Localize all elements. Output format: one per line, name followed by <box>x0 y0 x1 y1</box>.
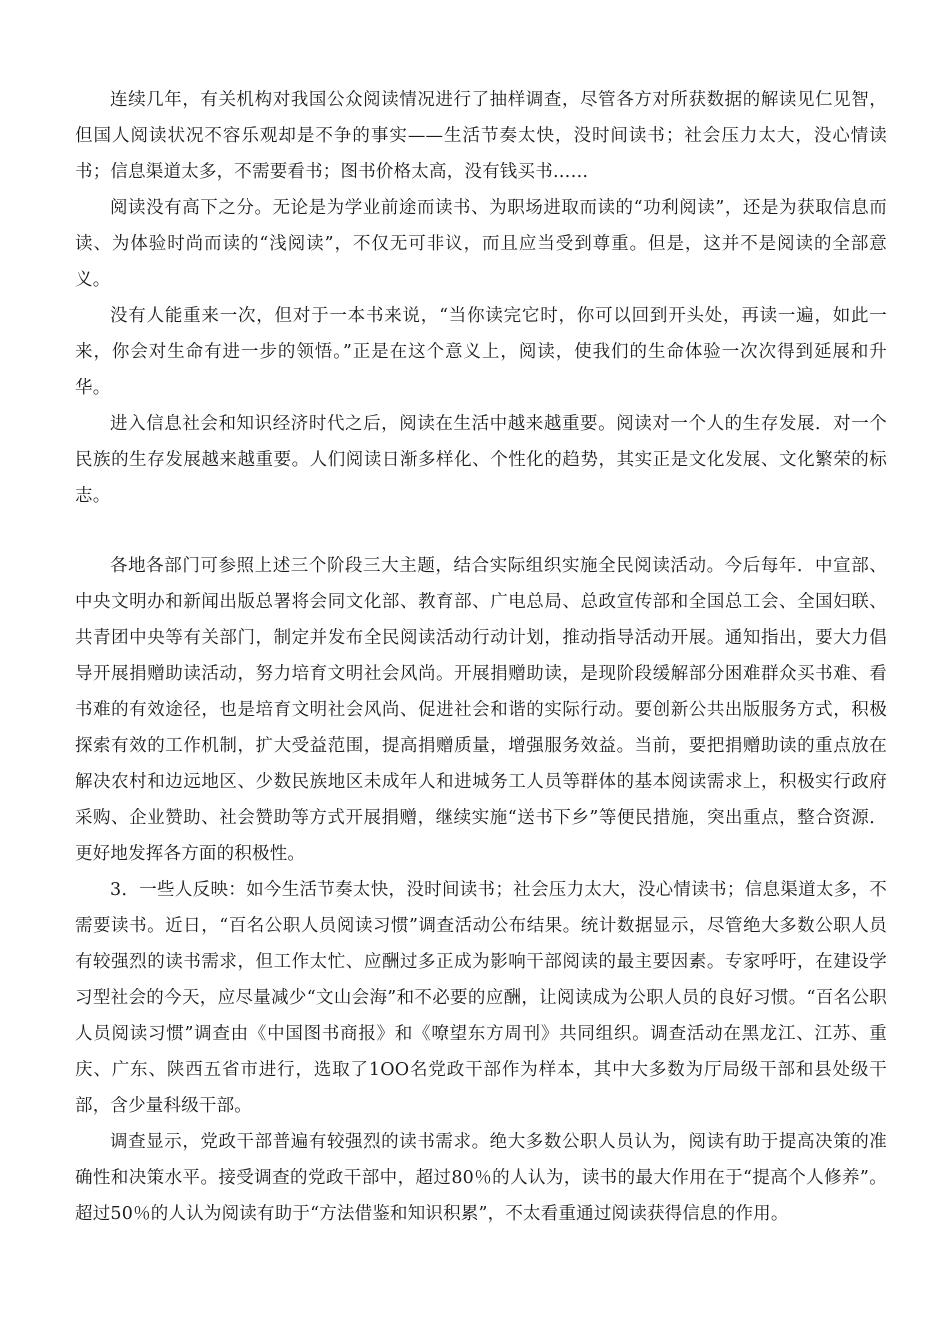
document-body <box>75 82 887 1232</box>
paragraph-no-hierarchy: 阅读没有高下之分。无论是为学业前途而读书、为职场进取而读的“功利阅读”，还是为获取信息而读、为体验时尚而读的“浅阅读”，不仅无可非议，而且应当受到尊重。但是，这并不是阅读的全部意义。 <box>75 198 887 290</box>
paragraph-reread: 没有人能重来一次，但对于一本书来说，“当你读完它时，你可以回到开头处，再读一遍，如此一来，你会对生命有进一步的领悟。”正是在这个意义上，阅读，使我们的生命体验一次次得到延展和升华。 <box>75 306 887 398</box>
paragraph-reading-campaign: 各地各部门可参照上述三个阶段三大主题，结合实际组织实施全民阅读活动。今后每年．中宣部、中央文明办和新闻出版总署将会同文化部、教育部、广电总局、总政宣传部和全国总工会、全国妇联、共青团中央等有关部门，制定并发布全民阅读活动行动计划，推动指导活动开展。通知指出，要大力倡导开展捐赠助读活动，努力培育文明社会风尚。开展捐赠助读，是现阶段缓解部分困难群众买书难、看书难的有效途径，也是培育文明社会风尚、促进社会和谐的实际行动。要创新公共出版服务方式，积极探索有效的工作机制，扩大受益范围，提高捐赠质量，增强服务效益。当前，要把捐赠助读的重点放在解决农村和边远地区、少数民族地区未成年人和进城务工人员等群体的基本阅读需求上，积极实行政府采购、企业赞助、社会赞助等方式开展捐赠，继续实施“送书下乡”等便民措施，突出重点，整合资源．更好地发挥各方面的积极性。 <box>75 556 887 864</box>
paragraph-reading-survey: 连续几年，有关机构对我国公众阅读情况进行了抽样调查，尽管各方对所获数据的解读见仁见智，但国人阅读状况不容乐观却是不争的事实——生活节奏太快，没时间读书；社会压力太大，没心情读书；信息渠道太多，不需要看书；图书价格太高，没有钱买书…… <box>75 90 887 182</box>
paragraph-information-society: 进入信息社会和知识经济时代之后，阅读在生活中越来越重要。阅读对一个人的生存发展．对一个民族的生存发展越来越重要。人们阅读日渐多样化、个性化的趋势，其实正是文化发展、文化繁荣的标志。 <box>75 414 887 506</box>
paragraph-official-survey: 3．一些人反映：如今生活节奏太快，没时间读书；社会压力太大，没心情读书；信息渠道太多，不需要读书。近日，“百名公职人员阅读习惯”调查活动公布结果。统计数据显示，尽管绝大多数公职人员有较强烈的读书需求，但工作太忙、应酬过多正成为影响干部阅读的最主要因素。专家呼吁，在建设学习型社会的今天，应尽量减少“文山会海”和不必要的应酬，让阅读成为公职人员的良好习惯。“百名公职人员阅读习惯”调查由《中国图书商报》和《嘹望东方周刊》共同组织。调查活动在黑龙江、江苏、重庆、广东、陕西五省市进行，选取了1OO名党政干部作为样本，其中大多数为厅局级干部和县处级干部，含少量科级干部。 <box>75 880 887 1116</box>
section-break <box>75 514 887 548</box>
paragraph-survey-results: 调查显示，党政干部普遍有较强烈的读书需求。绝大多数公职人员认为，阅读有助于提高决策的准确性和决策水平。接受调查的党政干部中，超过80％的人认为，读书的最大作用在于“提高个人修养”。超过50％的人认为阅读有助于“方法借鉴和知识积累”，不太看重通过阅读获得信息的作用。 <box>75 1132 887 1224</box>
